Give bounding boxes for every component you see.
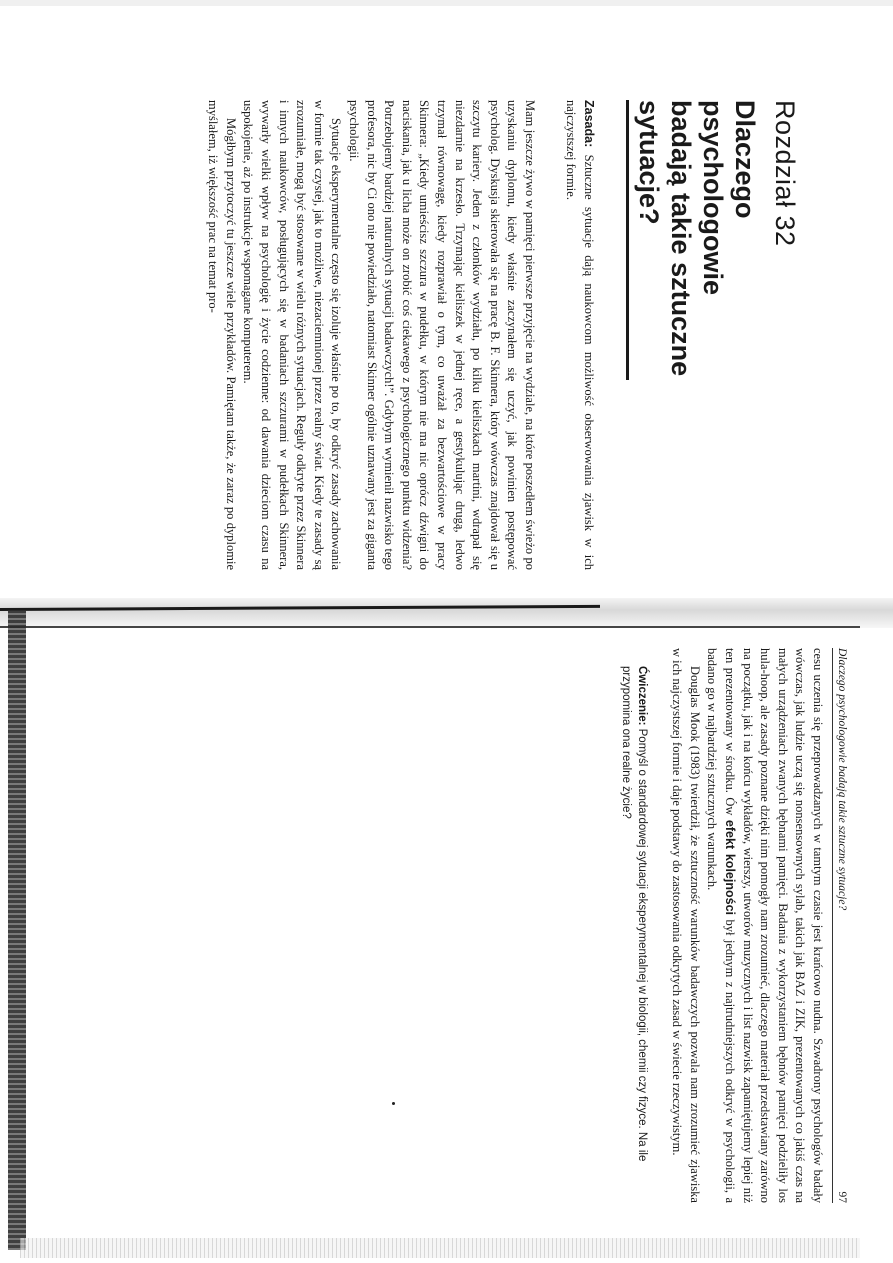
scan-top-edge xyxy=(0,0,893,6)
body-paragraph: Douglas Mook (1983) twierdził, że sztuczność warunków badawczych pozwala nam zrozumieć zjawiska w ich najczystszej formie i daje podstawy do zastosowania odkrytych zasad w świecie rzeczywistym. xyxy=(670,648,702,1203)
page-edge-line xyxy=(0,626,860,628)
body-paragraph: Mam jeszcze żywo w pamięci pierwsze przyjęcie na wydziale, na które poszedłem świeżo po uzyskaniu dyplomu, kiedy właśnie zaczynałem się uczyć, jak powinien postępować psycholog. Dyskusja skierowała się na pracę B. F. Skinnera, który wówczas znajdował się u szczytu kariery. Jeden z członków wydziału, po kilku kieliszkach martini, wdrapał się niezdarnie na krzesło. Trzymając kieliszek w jednej ręce, a gestykulując drugą, ledwo trzymał równowagę, kiedy rozprawiał o tym, co uważał za bezwartościowe w pracy Skinnera: „Kiedy umieścisz szczura w pudełku, w którym nie ma nic oprócz dźwigni do naciskania, jak u licha może on zrobić coś ciekawego z psychologicznego punktu widzenia? Potrzebujemy bardziej naturalnych sytuacji badawczych!”. Gdybym wymienił nazwisko tego profesora, nic by Ci ono nie powiedziało, natomiast Skinner ogólnie uznawany jest za giganta psychologii. xyxy=(347,100,537,570)
scan-speck xyxy=(392,1102,395,1105)
scan-binding-shadow xyxy=(8,610,26,1250)
paragraph-text: cesu uczenia się przeprowadzanych w tamtym czasie jest krańcowo nudna. Szwadrony psychologów badały wówczas, jak ludzie uczą się nonsensownych sylab, takich jak BAZ i ZIK, prezentowanych co jakiś czas na małych urządzeniach zwanych bębnami pamięci. Badania z wykorzystaniem bębnów pamięci podzieliły los hula-hoop, ale zasady poznane dzięki nim pomogły nam zrozumieć, dlaczego materiał przedstawiany zarówno na początku, jak i na końcu wykładów, wierszy, utworów muzycznych i list nazwisk zapamiętujemy lepiej niż ten prezentowany w środku. Ów xyxy=(723,648,825,1203)
chapter-label: Rozdział 32 xyxy=(770,100,800,247)
paragraph-text: był jednym z najtrudniejszych odkryć w psychologii, a badano go w najbardziej sztucznych warunkach. xyxy=(705,648,738,1203)
body-paragraph: Sytuacje eksperymentalne często się izoluje właśnie po to, by odkryć zasady zachowania w formie tak czystej, jak to możliwe, niezaciemnionej przez realny świat. Kiedy te zasady są zrozumiałe, mogą być stosowane w wielu różnych sytuacjach. Reguły odkryte przez Skinnera i innych naukowców, posługujących się w badaniach szczurami w pudełkach Skinnera, wywarły wielki wpływ na psychologię i życie codzienne: od dawania dzieciom czasu na uspokojenie, aż po instrukcje wspomagane komputerem. xyxy=(241,100,344,570)
principle-statement xyxy=(562,100,598,570)
exercise-text: Pomyśl o standardowej sytuacji eksperymentalnej w biologii, chemii czy fizyce. Na ile przypomina ona realne życie? xyxy=(619,666,648,1162)
chapter-opening-page xyxy=(100,100,800,570)
exercise-lead: Ćwiczenie: xyxy=(635,666,648,726)
principle-lead: Zasada: xyxy=(582,100,596,148)
body-paragraph: Mógłbym przytoczyć tu jeszcze wiele przykładów. Pamiętam także, że zaraz po dyplomie myślałem, iż większość prac na temat pro- xyxy=(206,100,238,570)
exercise-box xyxy=(618,666,650,1203)
body-paragraph xyxy=(703,648,826,1203)
principle-text: Sztuczne sytuacje dają naukowcom możliwość obserwowania zjawisk w ich najczystszej formie. xyxy=(564,100,596,570)
page-97 xyxy=(518,648,848,1203)
scan-bottom-edge xyxy=(20,1238,860,1258)
key-term: efekt kolejności xyxy=(723,819,738,915)
page-number: 97 xyxy=(836,1191,848,1203)
running-head xyxy=(832,648,848,1203)
running-title: Dlaczego psychologowie badają takie sztuczne sytuacje? xyxy=(836,648,848,911)
page-fold xyxy=(0,598,893,628)
chapter-title: Dlaczego psychologowie badają takie sztuczne sytuacje? xyxy=(626,100,761,380)
